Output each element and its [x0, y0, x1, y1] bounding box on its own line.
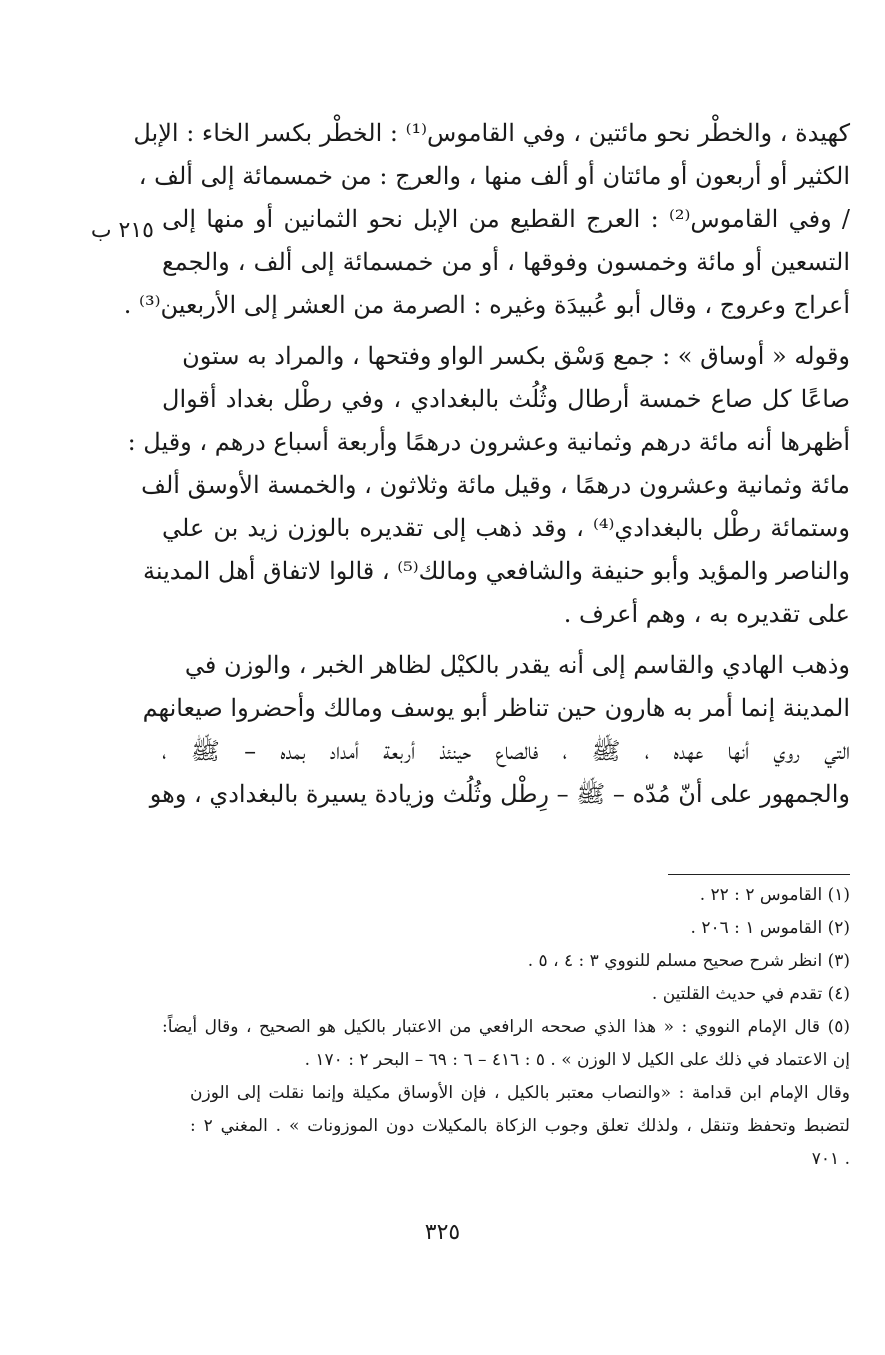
footnote-separator — [668, 874, 850, 875]
body-line: مائة وثمانية وعشرون درهمًا ، وقيل مائة وثلاثون ، والخمسة الأوسق ألف — [141, 471, 850, 499]
body-line: والناصر والمؤيد وأبو حنيفة والشافعي ومالك⁽⁵⁾ ، قالوا لاتفاق أهل المدينة — [143, 557, 850, 585]
body-line: صاعًا كل صاع خمسة أرطال وثُلُث بالبغدادي ، وفي رطْل بغداد أقوال — [162, 385, 850, 413]
footnote-5-line: لتضبط وتحفظ وتنقل ، ولذلك تعلق وجوب الزكاة بالمكيلات دون الموزونات » . المغني ٢ : — [190, 1116, 850, 1136]
margin-manuscript-reference: ٢١٥ ب — [90, 218, 154, 243]
body-line: الكثير أو أربعون أو مائتان أو ألف منها ، والعرج : من خمسمائة إلى ألف ، — [138, 162, 850, 190]
body-line: وذهب الهادي والقاسم إلى أنه يقدر بالكيْل لظاهر الخبر ، والوزن في — [184, 651, 850, 679]
footnote-5: (٥) قال الإمام النووي : « هذا الذي صححه الرافعي من الاعتبار بالكيل هو الصحيح ، وقال أيضاً: — [162, 1017, 850, 1037]
body-line: على تقديره به ، وهم أعرف . — [563, 600, 850, 628]
footnote-5-line: . ٧٠١ — [811, 1149, 850, 1169]
body-line: التي روي أنها عهده ، ﷺ ، فالصاع حينئذ أربعة أمداد بمده – ﷺ ، — [162, 737, 850, 765]
footnote-5-line: وقال الإمام ابن قدامة : «والنصاب معتبر بالكيل ، فإن الأوساق مكيلة وإنما نقلت إلى الوزن — [190, 1083, 850, 1103]
body-line: والجمهور على أنّ مُدّه – ﷺ – رِطْل وثُلُث وزيادة يسيرة بالبغدادي ، وهو — [149, 780, 850, 808]
page-number: ٣٢٥ — [424, 1220, 461, 1245]
body-line: أعراج وعروج ، وقال أبو عُبيدَة وغيره : الصرمة من العشر إلى الأربعين⁽³⁾ . — [123, 291, 850, 319]
footnote-3: (٣) انظر شرح صحيح مسلم للنووي ٣ : ٤ ، ٥ . — [527, 951, 850, 971]
body-line: التسعين أو مائة وخمسون وفوقها ، أو من خمسمائة إلى ألف ، والجمع — [162, 248, 850, 276]
body-line: المدينة إنما أمر به هارون حين تناظر أبو يوسف ومالك وأحضروا صيعانهم — [142, 694, 850, 722]
footnote-4: (٤) تقدم في حديث القلتين . — [651, 984, 850, 1004]
body-line: أظهرها أنه مائة درهم وثمانية وعشرون درهمًا وأربعة أسباع درهم ، وقيل : — [127, 428, 850, 456]
footnotes — [162, 880, 850, 1200]
body-line: وقوله « أوساق » : جمع وَسْق بكسر الواو وفتحها ، والمراد به ستون — [182, 342, 850, 370]
body-line: / وفي القاموس⁽²⁾ : العرج القطيع من الإبل نحو الثمانين أو منها إلى — [162, 205, 851, 233]
footnote-2: (٢) القاموس ١ : ٢٠٦ . — [690, 918, 850, 938]
body-line: كهيدة ، والخطْر نحو مائتين ، وفي القاموس⁽¹⁾ : الخطْر بكسر الخاء : الإبل — [133, 119, 850, 147]
body-line: وستمائة رطْل بالبغدادي⁽⁴⁾ ، وقد ذهب إلى تقديره بالوزن زيد بن علي — [162, 514, 850, 542]
main-text — [123, 112, 851, 808]
footnote-1: (١) القاموس ٢ : ٢٢ . — [699, 885, 850, 905]
footnote-5-line: إن الاعتماد في ذلك على الكيل لا الوزن » . ٥ : ٤١٦ – ٦ : ٦٩ – البحر ٢ : ١٧٠ . — [304, 1050, 850, 1070]
